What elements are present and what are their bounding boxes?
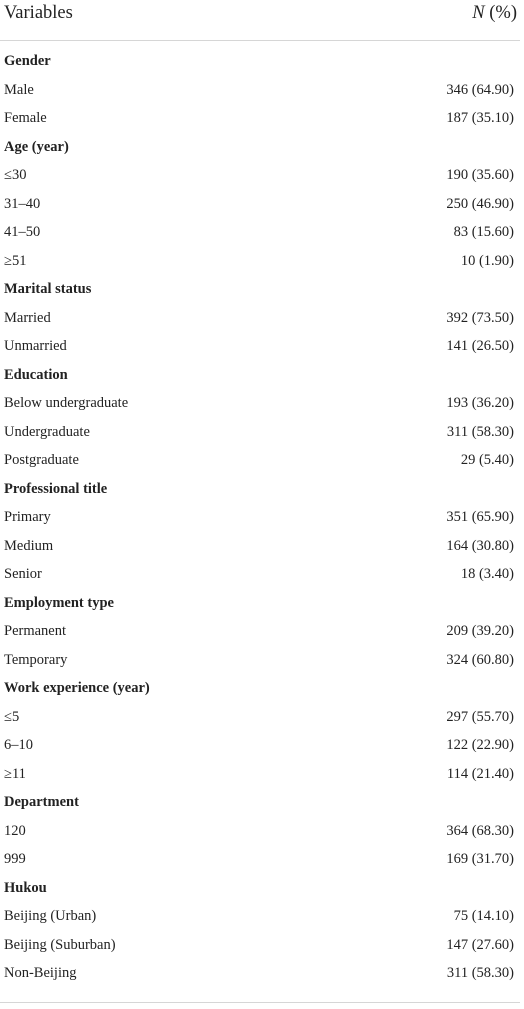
section-label: Marital status [4,281,92,297]
table-row [0,310,524,338]
section-label: Gender [4,53,51,69]
row-label: Primary [4,509,51,525]
row-value: 392 (73.50) [446,309,514,326]
row-value: 351 (65.90) [446,509,514,525]
table-row [0,566,524,594]
row-label: ≤5 [4,708,20,725]
section-header-row [0,481,524,509]
section-header-row [0,281,524,309]
section-header-row [0,139,524,167]
section-header-row [0,680,524,708]
table-row [0,851,524,879]
variables-header: Variables [4,3,73,23]
row-value: 18 (3.40) [460,566,514,582]
row-label: 120 [4,822,26,839]
table-row [0,224,524,252]
row-value: 324 (60.80) [446,651,514,668]
section-header-row [0,53,524,81]
table-row [0,452,524,480]
n-letter: N [472,3,485,23]
row-label: ≥51 [4,252,27,269]
row-value: 141 (26.50) [446,338,514,354]
n-percent-header [472,3,517,24]
row-value: 187 (35.10) [446,110,514,126]
table-row [0,823,524,851]
row-value: 75 (14.10) [453,908,514,924]
row-label: Senior [4,566,42,582]
row-label: Unmarried [4,338,67,354]
row-value: 193 (36.20) [446,395,514,411]
table-row [0,82,524,110]
row-label: ≥11 [4,765,26,782]
table-row [0,196,524,224]
table-row [0,652,524,680]
row-value: 164 (30.80) [446,537,514,554]
row-label: Non-Beijing [4,965,77,981]
row-label: Undergraduate [4,423,90,440]
row-value: 297 (55.70) [446,708,514,725]
row-value: 364 (68.30) [446,822,514,839]
table-row [0,395,524,423]
row-label: 31–40 [4,195,41,212]
section-label: Hukou [4,879,47,896]
section-label: Education [4,366,68,383]
table-row [0,110,524,138]
row-label: Below undergraduate [4,395,129,411]
table-row [0,338,524,366]
table-row [0,937,524,965]
section-header-row [0,367,524,395]
row-label: Temporary [4,651,68,668]
table-row [0,766,524,794]
row-label: Medium [4,537,54,554]
row-value: 147 (27.60) [446,936,514,953]
section-label: Employment type [4,594,114,611]
header-divider [0,40,520,41]
row-label: 6–10 [4,737,33,753]
row-label: 41–50 [4,224,41,240]
table-row [0,253,524,281]
table-row [0,965,524,993]
row-label: ≤30 [4,167,27,183]
table-row [0,709,524,737]
table-row [0,167,524,195]
row-value: 169 (31.70) [446,851,514,867]
table-row [0,908,524,936]
table-row [0,623,524,651]
row-value: 250 (46.90) [446,195,514,212]
section-label: Work experience (year) [4,680,150,696]
table-row [0,424,524,452]
row-label: 999 [4,851,26,867]
section-header-row [0,595,524,623]
row-label: Permanent [4,623,67,639]
section-header-row [0,794,524,822]
table-row [0,509,524,537]
row-value: 311 (58.30) [446,965,514,981]
row-value: 29 (5.40) [460,452,514,468]
row-value: 190 (35.60) [446,167,514,183]
row-value: 209 (39.20) [446,623,514,639]
row-label: Beijing (Suburban) [4,936,116,953]
row-value: 83 (15.60) [453,224,514,240]
table-row [0,737,524,765]
row-value: 122 (22.90) [446,737,514,753]
row-label: Postgraduate [4,452,79,468]
row-value: 311 (58.30) [446,423,514,440]
row-value: 346 (64.90) [446,81,514,98]
row-value: 114 (21.40) [446,765,514,782]
section-header-row [0,880,524,908]
table-bottom-rule [0,1002,520,1003]
table-header [0,0,524,40]
row-value: 10 (1.90) [460,252,514,269]
section-label: Professional title [4,480,108,497]
table-row [0,538,524,566]
section-label: Age (year) [4,138,69,155]
row-label: Beijing (Urban) [4,908,97,924]
row-label: Female [4,110,47,126]
percent-suffix: (%) [484,3,517,23]
row-label: Married [4,309,51,326]
row-label: Male [4,81,34,98]
section-label: Department [4,794,79,810]
